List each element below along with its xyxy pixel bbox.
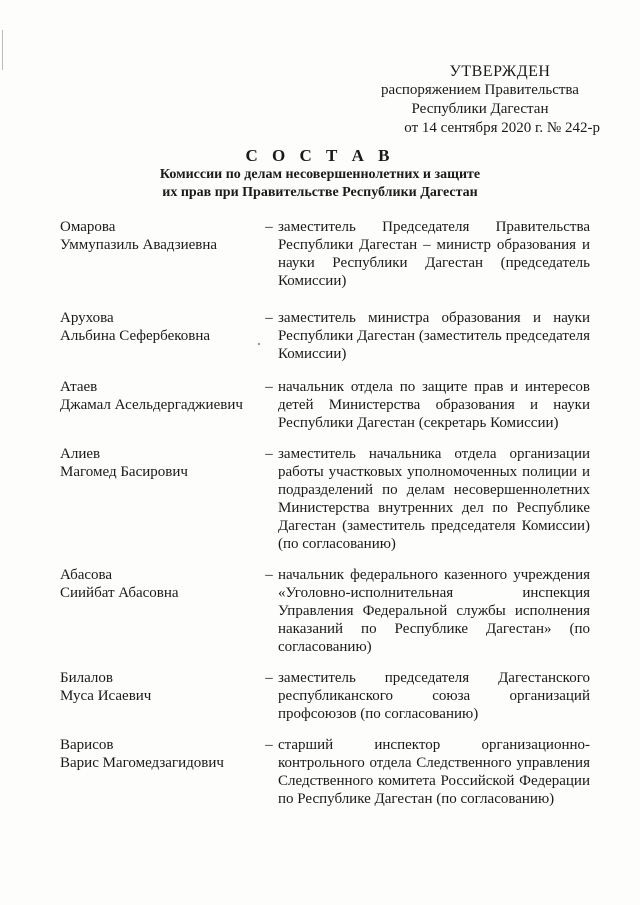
members-list	[60, 218, 590, 808]
member-given-name: Сиийбат Абасовна	[60, 585, 179, 601]
member-dash: –	[265, 737, 273, 753]
member-role: заместитель Председателя Правительства Республики Дагестан – министр образования и науки Республики Дагестан (председатель Комиссии)	[278, 219, 590, 289]
member-dash: –	[265, 670, 273, 686]
member-name	[60, 218, 260, 290]
member-name	[60, 669, 260, 723]
member-entry	[60, 445, 590, 553]
member-given-name: Муса Исаевич	[60, 688, 152, 704]
member-given-name: Альбина Сефербековна	[60, 328, 211, 344]
document-subtitle	[130, 166, 510, 202]
member-surname: Алиев	[60, 446, 101, 462]
member-name	[60, 566, 260, 656]
member-role: заместитель министра образования и науки Республики Дагестан (заместитель председателя Комиссии)	[278, 310, 590, 362]
member-dash: –	[265, 310, 273, 326]
member-surname: Атаев	[60, 379, 98, 395]
member-surname: Билалов	[60, 670, 113, 686]
member-dash: –	[265, 446, 273, 462]
member-role: начальник федерального казенного учреждения «Уголовно-исполнительная инспекция Управления Федеральной службы исполнения наказаний по Республике Дагестан» (по согласованию)	[278, 567, 590, 655]
member-entry	[60, 218, 590, 290]
member-name	[60, 309, 260, 363]
subtitle-line-1: Комиссии по делам несовершеннолетних и защите	[159, 167, 481, 182]
member-entry	[60, 736, 590, 808]
member-given-name: Уммупазиль Авадзиевна	[60, 237, 218, 253]
member-dash: –	[265, 219, 273, 235]
approval-line-1: распоряжением Правительства	[381, 82, 579, 98]
member-dash: –	[265, 567, 273, 583]
member-surname: Омарова	[60, 219, 116, 235]
approval-stamp	[360, 62, 600, 138]
member-entry	[60, 378, 590, 432]
member-name	[60, 378, 260, 432]
member-given-name: Джамал Асельдергаджиевич	[60, 397, 243, 413]
scan-edge-mark	[2, 30, 3, 70]
member-surname: Арухова	[60, 310, 114, 326]
member-role: начальник отдела по защите прав и интересов детей Министерства образования и науки Республики Дагестан (секретарь Комиссии)	[278, 379, 590, 431]
member-role: заместитель председателя Дагестанского республиканского союза организаций профсоюзов (по согласованию)	[278, 670, 590, 722]
member-entry	[60, 309, 590, 363]
member-name	[60, 445, 260, 553]
member-given-name: Варис Магомедзагидович	[60, 755, 224, 771]
document-title: С О С Т А В	[245, 146, 395, 165]
member-surname: Абасова	[60, 567, 113, 583]
member-surname: Варисов	[60, 737, 114, 753]
subtitle-line-2: их прав при Правительстве Республики Дагестан	[162, 185, 478, 200]
member-entry	[60, 669, 590, 723]
member-entry	[60, 566, 590, 656]
member-dash: –	[265, 379, 273, 395]
approval-title: УТВЕРЖДЕН	[449, 63, 551, 80]
member-role: заместитель начальника отдела организации работы участковых уполномоченных полиции и подразделений по делам несовершеннолетних Министерства внутренних дел по Республике Дагестан (заместитель председателя Комиссии) (по согласованию)	[278, 446, 590, 552]
member-name	[60, 736, 260, 808]
approval-line-2: Республики Дагестан	[411, 101, 549, 117]
approval-line-3: от 14 сентября 2020 г. № 242-р	[404, 120, 600, 136]
member-given-name: Магомед Басирович	[60, 464, 188, 480]
member-role: старший инспектор организационно-контрольного отдела Следственного управления Следственного комитета Российской Федерации по Республике Дагестан (по согласованию)	[278, 737, 590, 807]
